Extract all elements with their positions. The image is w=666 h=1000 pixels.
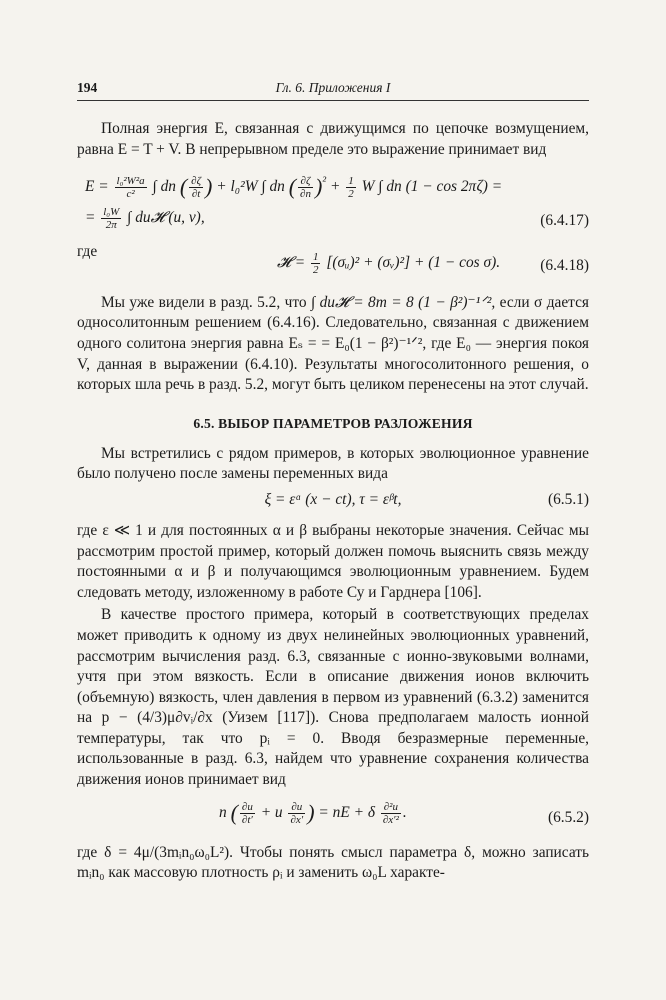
eq-term: = nE + δ (318, 803, 375, 821)
inline-formula: ∫ du𝓗 = 8m = 8 (1 − β²)⁻¹ᐟ², (310, 293, 496, 311)
eq-fraction: $\frac{1}{2}$ (348, 175, 354, 201)
page-number: 194 (77, 80, 98, 95)
paragraph-energy: Полная энергия E, связанная с движущимся по цепочке возмущением, равна E = T + V. В непрерывном пределе это выражение принимает вид (77, 120, 589, 158)
eq-fraction: $\frac{\partial\zeta}{\partial t}$ (191, 175, 202, 201)
eq-lhs: n (219, 803, 227, 821)
equation-6-4-17-line2 (77, 206, 589, 234)
eq-fraction: $\frac{\partial u}{\partial x'}$ (290, 800, 304, 826)
eq-term: + u (260, 803, 283, 821)
paragraph-epsilon: где ε ≪ 1 и для постоянных α и β выбраны некоторые значения. Сейчас мы рассмотрим простой пример, который должен помочь выяснить связь между постоянными α и β и получающимся эволюционным уравнением. Будем следовать методу, изложенному в работе Су и Гарднера [106]. (77, 521, 589, 601)
equation-6-4-18 (77, 251, 589, 281)
eq-lhs: 𝓗 = (277, 253, 306, 271)
eq-fraction: $\frac{\text{∂²u}}{\text{∂x′²}}$ (382, 800, 399, 826)
equation-number: (6.5.2) (547, 808, 589, 826)
eq-term: ξ = εᵅ (x − ct), τ = εᵝt, (264, 490, 402, 508)
text-span: если σ дается односолитонным решением (6.4.16). Следовательно, связанная с движением одного солитона энергия равна Eₛ = = E₀(1 − β²)⁻¹ᐟ², где E₀ — энергия покоя V, данная в выражении (6.4.10). Результаты многосолитонного решения, о которых шла речь в разд. 5.2, могут быть целиком перенесены на этот случай. (77, 293, 590, 394)
paragraph-viscosity: В качестве простого примера, который в соответствующих пределах может приводить к одному из двух нелинейных эволюционных уравнений, рассмотрим вычисления разд. 6.3, связанные с ионно-звуковыми волнами, учтя при этом вязкость. Если в описание движения ионов включить (объемную) вязкость, член давления в первом из уравнений (6.3.2) заменится на p − (4/3)μ∂vᵢ/∂x (Уизем [117]). Снова предполагаем малость ионной температуры, так что pᵢ = 0. Вводя безразмерные переменные, использованные в разд. 6.3, найдем что уравнение сохранения количества движения ионов принимает вид (77, 606, 589, 789)
eq-term: ∫ du𝓗 (u, v), (127, 209, 205, 227)
eq-term: [(σᵤ)² + (σᵥ)²] + (1 − cos σ). (326, 253, 501, 271)
equation-number: (6.4.18) (540, 256, 589, 274)
paragraph-soliton-energy (77, 293, 589, 396)
equation-6-5-2: n ( $\frac{\partial u}{\partial t'}$ + u $\frac{\partial u}{\partial x'}$ ) = nE + δ $\frac{\text{∂²u}}{\text{∂x′²}}$ . (6.5.2) (77, 801, 589, 833)
eq-term: + l₀²W ∫ dn (216, 178, 285, 196)
eq-fraction: $\frac{\partial u}{\partial t'}$ (241, 800, 253, 826)
running-head: Гл. 6. Приложения I (275, 80, 391, 95)
text-span: Мы уже видели в разд. 5.2, что (101, 293, 307, 311)
eq-fraction: $\frac{1}{2}$ (312, 250, 319, 276)
paragraph-where: где (77, 243, 98, 261)
eq-term: ∫ dn (152, 178, 176, 196)
equation-6-5-1 (77, 489, 589, 513)
eq-lhs: = (85, 209, 96, 227)
section-title: 6.5. ВЫБОР ПАРАМЕТРОВ РАЗЛОЖЕНИЯ (193, 415, 473, 431)
book-page (77, 78, 589, 884)
equation-6-4-17-line1: E = $\frac{\text{l₀²W²a}}{\text{c²}}$ ∫ dn ( $\frac{\partial\zeta}{\partial t}$ ) + l₀²W ∫ dn ( $\frac{\partial\zeta}{\partial n}$ )$^{^2}$ + $\frac{1}{2}$ W ∫ dn (1 − cos 2πζ) = (85, 174, 503, 201)
eq-term: W ∫ dn (1 − cos 2πζ) = (361, 178, 503, 196)
eq-lhs: E = (85, 178, 109, 196)
equation-number: (6.4.17) (540, 212, 589, 230)
eq-term: + (330, 178, 341, 196)
page-header (77, 78, 589, 101)
eq-fraction: $\frac{\partial\zeta}{\partial n}$ (300, 175, 311, 201)
eq-fraction: $\frac{\text{l₀²W²a}}{\text{c²}}$ (116, 175, 145, 201)
eq-fraction: $\frac{\text{l₀W}}{2\pi}$ (103, 206, 120, 232)
paragraph-delta: где δ = 4μ/(3mᵢn₀ω₀L²). Чтобы понять смысл параметра δ, можно записать mᵢn₀ как массовую плотность ρᵢ и заменить ω₀L характе- (77, 843, 589, 882)
equation-number: (6.5.1) (547, 490, 589, 508)
paragraph-examples: Мы встретились с рядом примеров, в которых эволюционное уравнение было получено после замены переменных вида (77, 444, 589, 483)
